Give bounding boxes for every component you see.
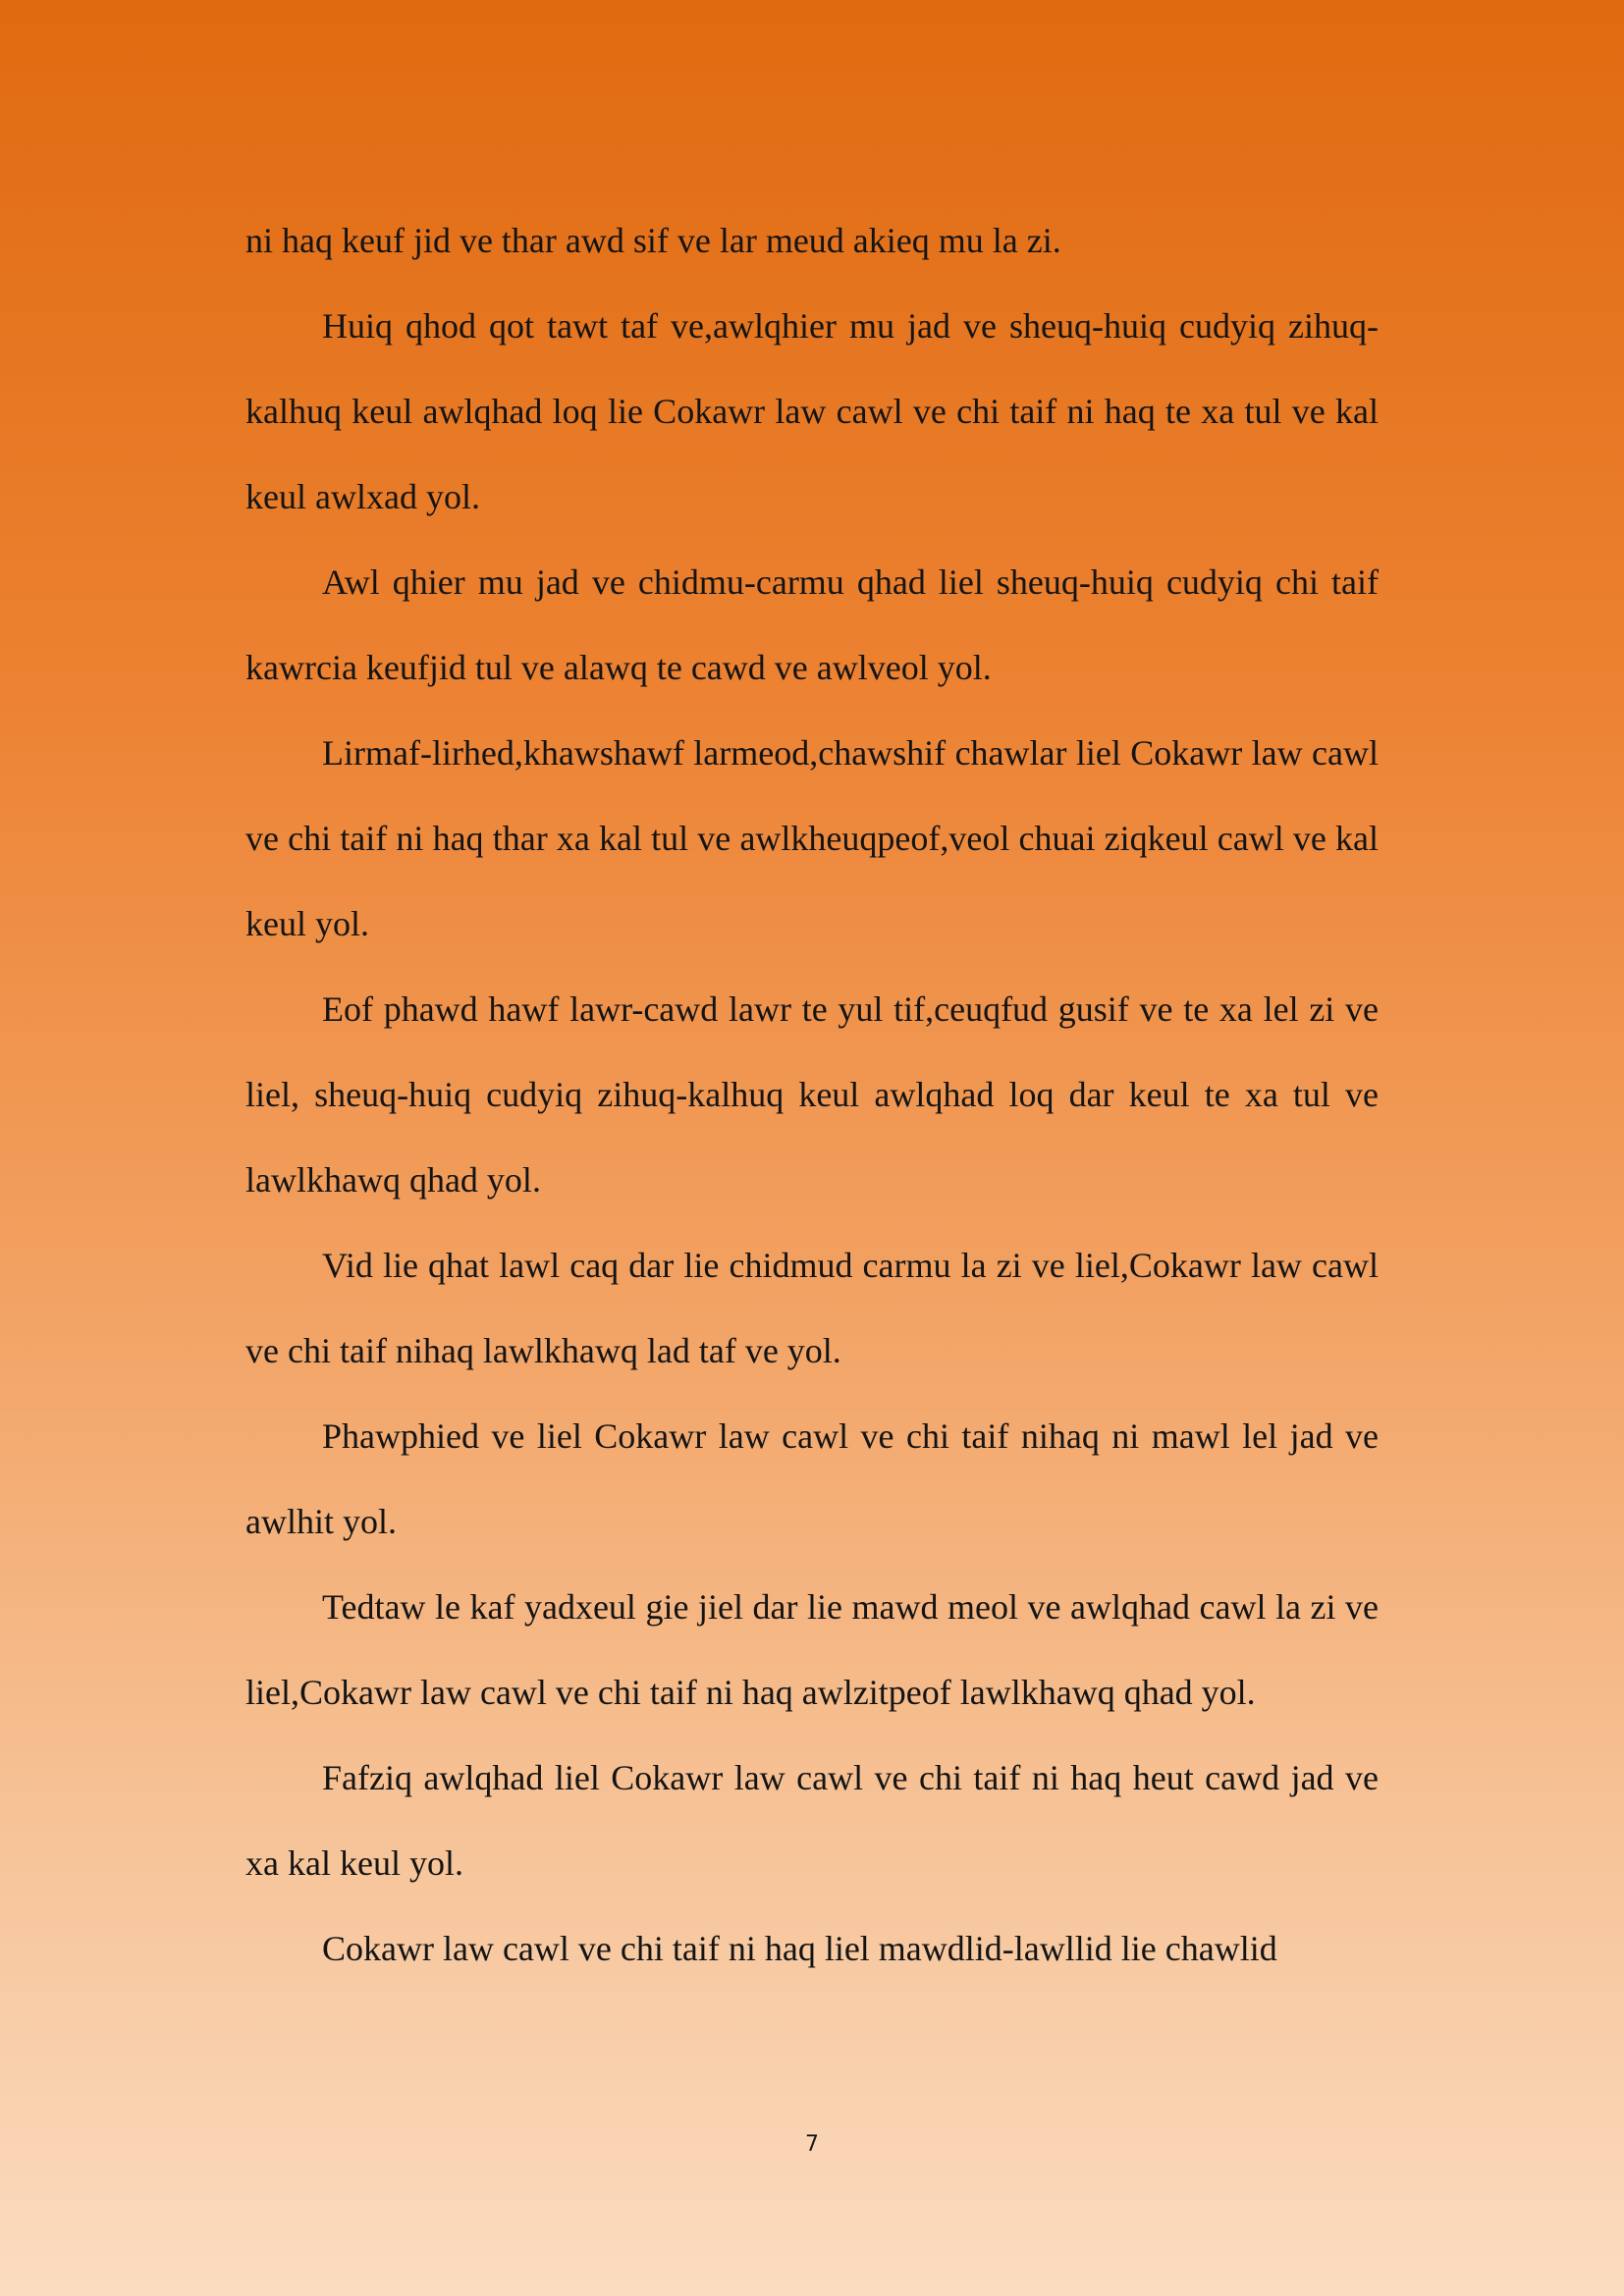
paragraph: Awl qhier mu jad ve chidmu-carmu qhad liel sheuq-huiq cudyiq chi taif kawrcia keufjid tul ve alawq te cawd ve awlveol yol. xyxy=(245,562,1379,687)
paragraph: Fafziq awlqhad liel Cokawr law cawl ve chi taif ni haq heut cawd jad ve xa kal keul yol. xyxy=(245,1758,1379,1883)
paragraph: Phawphied ve liel Cokawr law cawl ve chi taif nihaq ni mawl lel jad ve awlhit yol. xyxy=(245,1416,1379,1541)
paragraph: ni haq keuf jid ve thar awd sif ve lar meud akieq mu la zi. xyxy=(245,221,1061,260)
page-number: 7 xyxy=(805,2132,819,2157)
body-text xyxy=(245,198,1379,1992)
paragraph: Vid lie qhat lawl caq dar lie chidmud carmu la zi ve liel,Cokawr law cawl ve chi taif nihaq lawlkhawq lad taf ve yol. xyxy=(245,1246,1379,1370)
paragraph: Tedtaw le kaf yadxeul gie jiel dar lie mawd meol ve awlqhad cawl la zi ve liel,Cokawr law cawl ve chi taif ni haq awlzitpeof lawlkhawq qhad yol. xyxy=(245,1587,1379,1712)
paragraph: Cokawr law cawl ve chi taif ni haq liel mawdlid-lawllid lie chawlid xyxy=(322,1929,1277,1968)
paragraph: Lirmaf-lirhed,khawshawf larmeod,chawshif chawlar liel Cokawr law cawl ve chi taif ni haq thar xa kal tul ve awlkheuqpeof,veol chuai ziqkeul cawl ve kal keul yol. xyxy=(245,733,1379,943)
paragraph: Eof phawd hawf lawr-cawd lawr te yul tif,ceuqfud gusif ve te xa lel zi ve liel, sheuq-huiq cudyiq zihuq-kalhuq keul awlqhad loq dar keul te xa tul ve lawlkhawq qhad yol. xyxy=(245,989,1379,1200)
paragraph: Huiq qhod qot tawt taf ve,awlqhier mu jad ve sheuq-huiq cudyiq zihuq-kalhuq keul awlqhad loq lie Cokawr law cawl ve chi taif ni haq te xa tul ve kal keul awlxad yol. xyxy=(245,306,1379,516)
